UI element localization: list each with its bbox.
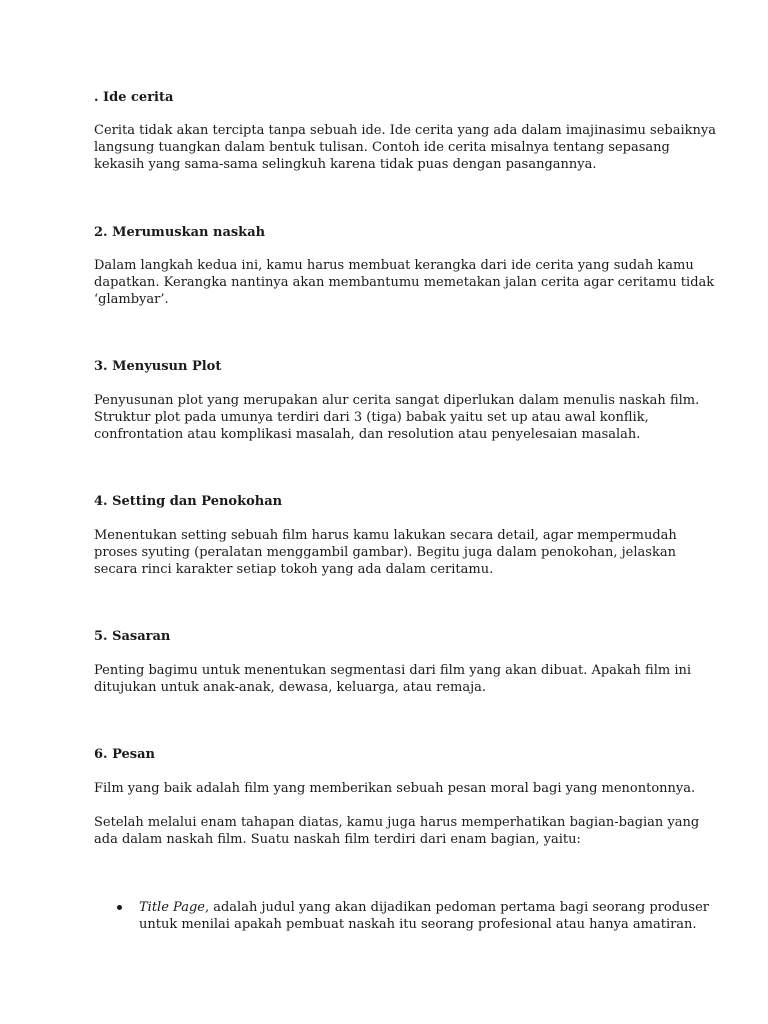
paragraph-line: dapatkan. Kerangka nantinya akan membantumu memetakan jalan cerita agar ceritamu tidak [94, 275, 715, 290]
list-item-description: , adalah judul yang akan dijadikan pedoman pertama bagi seorang produser [204, 900, 709, 915]
section-setting-penokohan [94, 493, 684, 510]
list-item-term: Title Page [139, 900, 205, 915]
paragraph-line: Menentukan setting sebuah film harus kamu lakukan secara detail, agar mempermudah [94, 528, 677, 543]
section-paragraph [94, 257, 715, 308]
section-heading: 2. Merumuskan naskah [94, 225, 266, 240]
section-menyusun-plot [94, 358, 684, 375]
paragraph-line: kekasih yang sama-sama selingkuh karena tidak puas dengan pasangannya. [94, 157, 597, 172]
section-paragraph [94, 662, 692, 696]
section-paragraph [94, 527, 684, 578]
section-paragraph [94, 814, 700, 848]
paragraph-line: Setelah melalui enam tahapan diatas, kamu juga harus memperhatikan bagian-bagian yang [94, 815, 700, 830]
paragraph-line: ada dalam naskah film. Suatu naskah film terdiri dari enam bagian, yaitu: [94, 832, 581, 847]
section-heading: . Ide cerita [94, 90, 174, 105]
paragraph-line: proses syuting (peralatan menggambil gambar). Begitu juga dalam penokohan, jelaskan [94, 545, 676, 560]
section-paragraph [94, 122, 716, 173]
list-item [116, 899, 709, 933]
section-pesan [94, 746, 684, 763]
paragraph-line: Penyusunan plot yang merupakan alur cerita sangat diperlukan dalam menulis naskah film. [94, 393, 700, 408]
paragraph-line: secara rinci karakter setiap tokoh yang ada dalam ceritamu. [94, 562, 494, 577]
paragraph-line: langsung tuangkan dalam bentuk tulisan. Contoh ide cerita misalnya tentang sepasang [94, 140, 670, 155]
paragraph-line: Penting bagimu untuk menentukan segmentasi dari film yang akan dibuat. Apakah film ini [94, 663, 692, 678]
paragraph-line: Dalam langkah kedua ini, kamu harus membuat kerangka dari ide cerita yang sudah kamu [94, 258, 694, 273]
section-ide-cerita [94, 89, 684, 106]
list-item-line: untuk menilai apakah pembuat naskah itu seorang profesional atau hanya amatiran. [139, 917, 697, 932]
section-merumuskan-naskah [94, 224, 684, 241]
section-sasaran [94, 628, 684, 645]
list-item-line [139, 899, 709, 916]
section-heading: 3. Menyusun Plot [94, 359, 222, 374]
section-heading: 5. Sasaran [94, 629, 171, 644]
paragraph-line: confrontation atau komplikasi masalah, dan resolution atau penyelesaian masalah. [94, 427, 641, 442]
paragraph-line: ditujukan untuk anak-anak, dewasa, keluarga, atau remaja. [94, 680, 487, 695]
paragraph-line: Film yang baik adalah film yang memberikan sebuah pesan moral bagi yang menontonnya. [94, 781, 696, 796]
section-heading: 6. Pesan [94, 747, 155, 762]
paragraph-line: Struktur plot pada umunya terdiri dari 3 (tiga) babak yaitu set up atau awal konflik, [94, 410, 649, 425]
paragraph-line: ‘glambyar’. [94, 292, 169, 307]
section-paragraph [94, 780, 696, 797]
section-heading: 4. Setting dan Penokohan [94, 494, 283, 509]
paragraph-line: Cerita tidak akan tercipta tanpa sebuah ide. Ide cerita yang ada dalam imajinasimu sebaiknya [94, 123, 716, 138]
section-paragraph [94, 392, 700, 443]
